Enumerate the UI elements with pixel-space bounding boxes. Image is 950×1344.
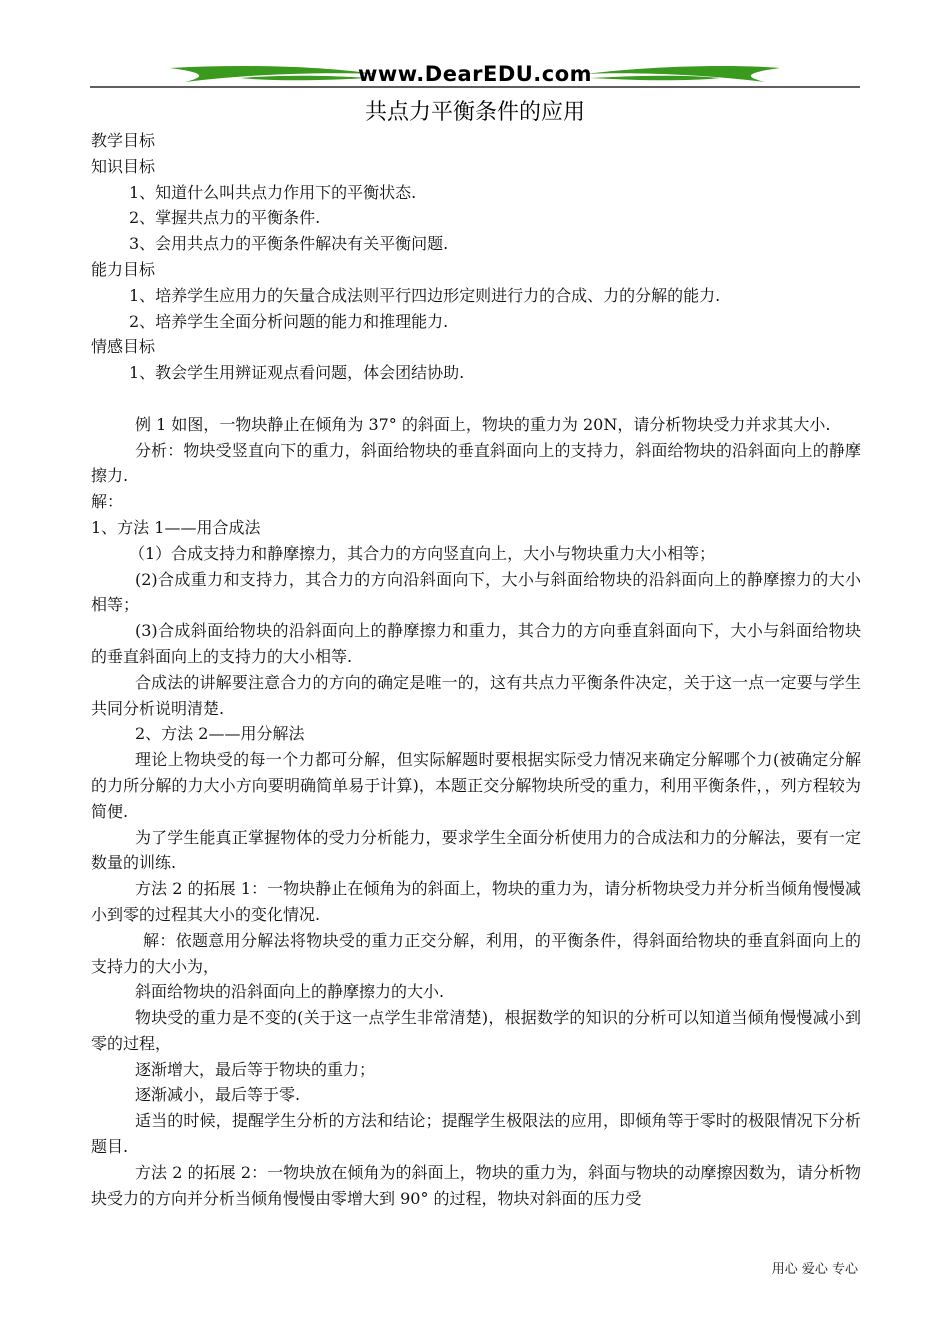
site-url: www.DearEDU.com	[357, 62, 593, 86]
extension-1-increase: 逐渐增大，最后等于物块的重力；	[135, 1059, 376, 1079]
heading-ability-goals: 能力目标	[91, 259, 156, 279]
method-2-heading: 2、方法 2——用分解法	[135, 724, 305, 744]
ability-goal-1: 1、培养学生应用力的矢量合成法则平行四边形定则进行力的合成、力的分解的能力.	[129, 285, 721, 305]
method-2-paragraph-2: 为了学生能真正掌握物体的受力分析能力，要求学生全面分析使用力的合成法和力的分解法，要有一定数量的训练.	[91, 827, 861, 873]
method-1-step-3: (3)合成斜面给物块的沿斜面向上的静摩擦力和重力，其合力的方向垂直斜面向下，大小与斜面给物块的垂直斜面向上的支持力的大小相等.	[91, 621, 861, 666]
knowledge-goal-2: 2、掌握共点力的平衡条件.	[129, 208, 321, 228]
blank-line	[91, 386, 861, 412]
solution-label: 解：	[91, 492, 124, 512]
extension-1-analysis: 物块受的重力是不变的(关于这一点学生非常清楚)，根据数学的知识的分析可以知道当倾角慢慢减小到零的过程，	[91, 1008, 861, 1053]
heading-emotion-goals: 情感目标	[91, 337, 156, 357]
knowledge-goal-3: 3、会用共点力的平衡条件解决有关平衡问题.	[129, 234, 449, 254]
method-1-heading: 1、方法 1——用合成法	[91, 517, 261, 537]
heading-knowledge-goals: 知识目标	[91, 156, 156, 176]
knowledge-goal-1: 1、知道什么叫共点力作用下的平衡状态.	[129, 182, 417, 202]
example-1-analysis: 分析：物块受竖直向下的重力，斜面给物块的垂直斜面向上的支持力，斜面给物块的沿斜面向上的静摩擦力.	[91, 440, 861, 486]
extension-1-solution: 解：依题意用分解法将物块受的重力正交分解，利用，的平衡条件，得斜面给物块的垂直斜面向上的支持力的大小为，	[91, 930, 861, 976]
extension-1-friction: 斜面给物块的沿斜面向上的静摩擦力的大小.	[135, 982, 445, 1002]
method-1-step-2: (2)合成重力和支持力，其合力的方向沿斜面向下，大小与斜面给物块的沿斜面向上的静摩擦力的大小相等；	[91, 569, 861, 615]
document-title: 共点力平衡条件的应用	[364, 100, 585, 125]
ability-goal-2: 2、培养学生全面分析问题的能力和推理能力.	[129, 311, 449, 331]
method-2-paragraph-1: 理论上物块受的每一个力都可分解，但实际解题时要根据实际受力情况来确定分解哪个力(被确定分解的力所分解的力大小方向要明确简单易于计算)，本题正交分解物块所受的重力，利用平衡条件，，列方程较为简便.	[91, 750, 861, 821]
teaching-tip: 适当的时候，提醒学生分析的方法和结论；提醒学生极限法的应用，即倾角等于零时的极限情况下分析题目.	[91, 1111, 861, 1157]
document-body	[91, 128, 861, 1211]
method-1-note: 合成法的讲解要注意合力的方向的确定是唯一的，这有共点力平衡条件决定，关于这一点一定要与学生共同分析说明清楚.	[91, 672, 861, 718]
heading-teaching-goals: 教学目标	[91, 131, 156, 150]
site-header	[90, 56, 860, 96]
extension-1-question: 方法 2 的拓展 1：一物块静止在倾角为的斜面上，物块的重力为，请分析物块受力并分析当倾角慢慢减小到零的过程其大小的变化情况.	[91, 879, 861, 924]
extension-1-decrease: 逐渐减小，最后等于零.	[135, 1085, 301, 1105]
example-1-question: 例 1 如图，一物块静止在倾角为 37° 的斜面上，物块的重力为 20N，请分析物块受力并求其大小.	[135, 414, 831, 434]
emotion-goal-1: 1、教会学生用辨证观点看问题，体会团结协助.	[129, 363, 465, 383]
footer-slogan: 用心 爱心 专心	[771, 1262, 858, 1277]
extension-2-question: 方法 2 的拓展 2：一物块放在倾角为的斜面上，物块的重力为，斜面与物块的动摩擦因数为，请分析物块受力的方向并分析当倾角慢慢由零增大到 90° 的过程，物块对斜面的压力受	[91, 1162, 861, 1208]
method-1-step-1: （1）合成支持力和静摩擦力，其合力的方向竖直向上，大小与物块重力大小相等；	[129, 543, 716, 563]
